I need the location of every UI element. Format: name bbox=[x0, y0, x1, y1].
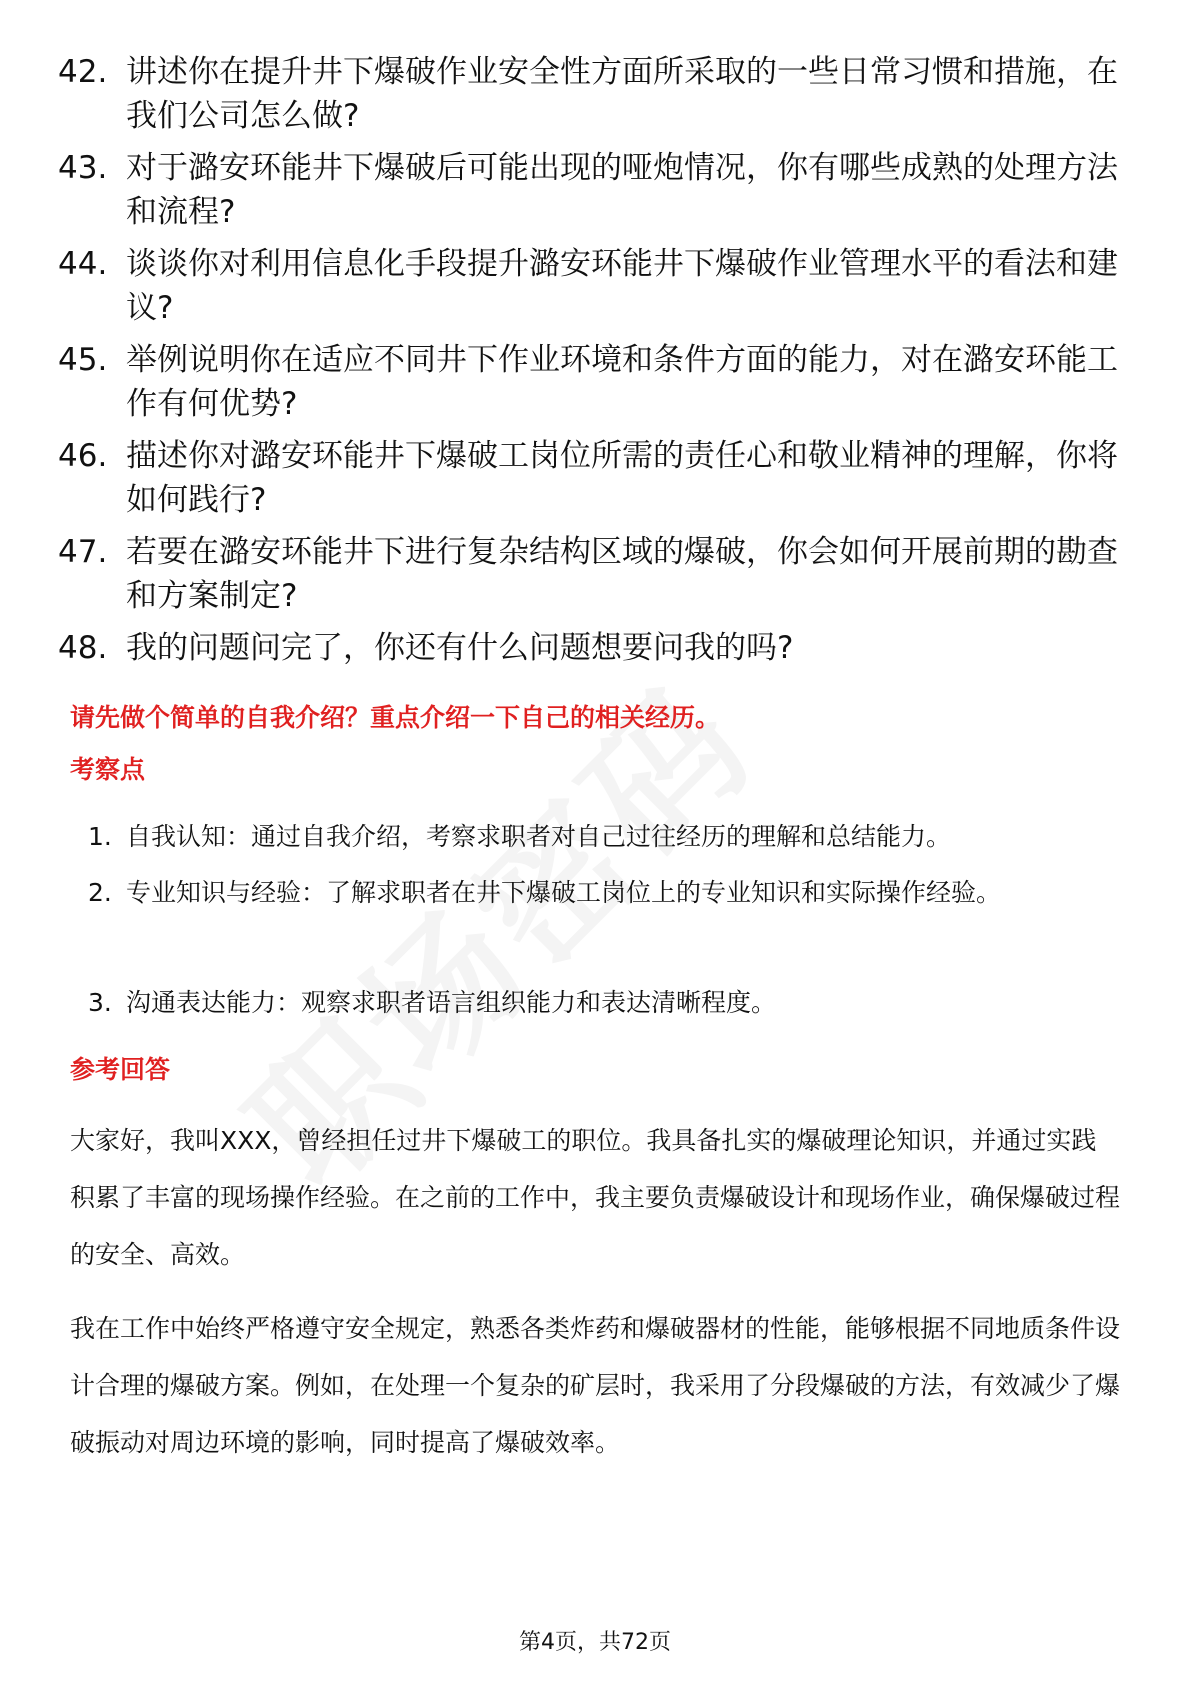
question-text: 讲述你在提升井下爆破作业安全性方面所采取的一些日常习惯和措施，在我们公司怎么做? bbox=[126, 54, 1118, 134]
question-text: 描述你对潞安环能井下爆破工岗位所需的责任心和敬业精神的理解，你将如何践行? bbox=[126, 438, 1118, 518]
question-item bbox=[58, 434, 1118, 522]
list-text: 沟通表达能力：观察求职者语言组织能力和表达清晰程度。 bbox=[126, 988, 777, 1017]
question-number: 47. bbox=[58, 534, 108, 570]
list-item bbox=[88, 808, 1108, 865]
list-number: 1. bbox=[88, 822, 112, 851]
list-text: 专业知识与经验：了解求职者在井下爆破工岗位上的专业知识和实际操作经验。 bbox=[126, 878, 1002, 907]
question-item bbox=[58, 242, 1118, 330]
question-text: 谈谈你对利用信息化手段提升潞安环能井下爆破作业管理水平的看法和建议? bbox=[126, 246, 1118, 326]
question-number: 48. bbox=[58, 630, 108, 666]
question-text: 若要在潞安环能井下进行复杂结构区域的爆破，你会如何开展前期的勘查和方案制定? bbox=[126, 534, 1118, 614]
list-item bbox=[88, 864, 1108, 921]
section-question-title: 请先做个简单的自我介绍？重点介绍一下自己的相关经历。 bbox=[70, 703, 721, 732]
question-item bbox=[58, 626, 1118, 670]
list-item bbox=[88, 974, 1108, 1031]
question-item bbox=[58, 146, 1118, 234]
question-item bbox=[58, 338, 1118, 426]
question-text: 对于潞安环能井下爆破后可能出现的哑炮情况，你有哪些成熟的处理方法和流程? bbox=[126, 150, 1118, 230]
question-number: 44. bbox=[58, 246, 108, 282]
answer-paragraph: 大家好，我叫XXX，曾经担任过井下爆破工的职位。我具备扎实的爆破理论知识，并通过实践积累了丰富的现场操作经验。在之前的工作中，我主要负责爆破设计和现场作业，确保爆破过程的安全、高效。 bbox=[70, 1126, 1121, 1269]
list-number: 2. bbox=[88, 878, 112, 907]
question-number: 43. bbox=[58, 150, 108, 186]
question-text: 举例说明你在适应不同井下作业环境和条件方面的能力，对在潞安环能工作有何优势? bbox=[126, 342, 1118, 422]
kaochadian-heading: 考察点 bbox=[70, 755, 146, 784]
answer-heading: 参考回答 bbox=[70, 1055, 171, 1084]
question-text: 我的问题问完了，你还有什么问题想要问我的吗? bbox=[126, 630, 794, 666]
list-text: 自我认知：通过自我介绍，考察求职者对自己过往经历的理解和总结能力。 bbox=[126, 822, 952, 851]
question-number: 42. bbox=[58, 54, 108, 90]
question-number: 45. bbox=[58, 342, 108, 378]
question-number: 46. bbox=[58, 438, 108, 474]
page-footer: 第4页，共72页 bbox=[519, 1630, 671, 1655]
question-item bbox=[58, 530, 1118, 618]
answer-paragraph: 我在工作中始终严格遵守安全规定，熟悉各类炸药和爆破器材的性能，能够根据不同地质条件设计合理的爆破方案。例如，在处理一个复杂的矿层时，我采用了分段爆破的方法，有效减少了爆破振动对周边环境的影响，同时提高了爆破效率。 bbox=[70, 1314, 1121, 1457]
question-item bbox=[58, 50, 1118, 138]
list-number: 3. bbox=[88, 988, 112, 1017]
